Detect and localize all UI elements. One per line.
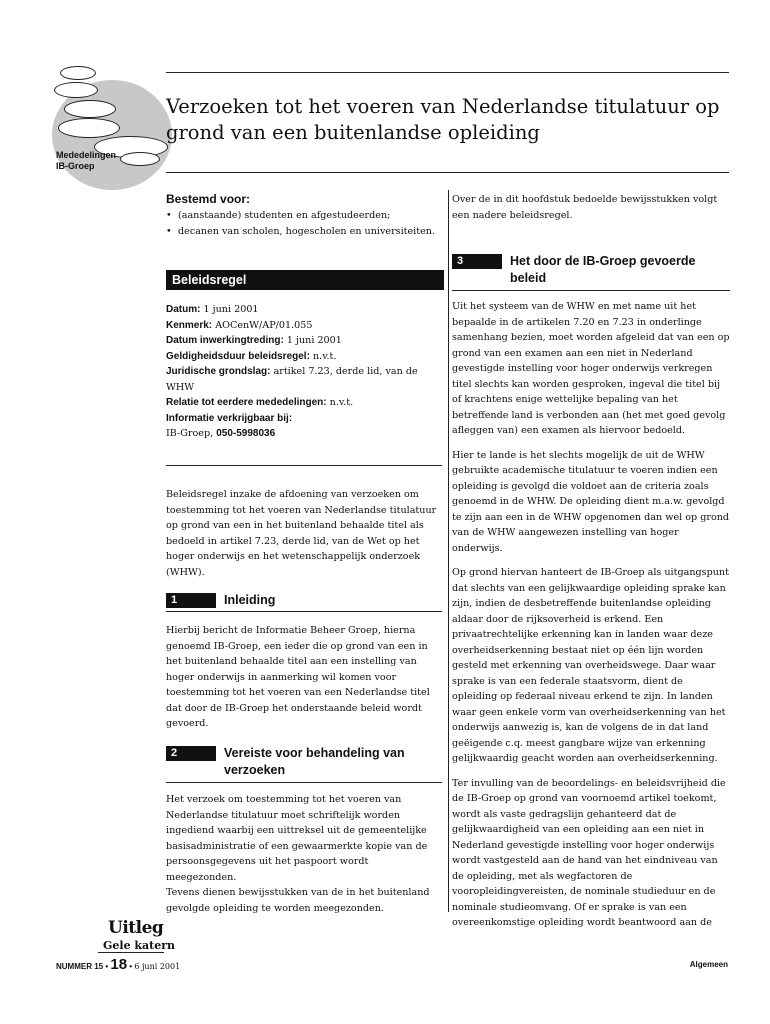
logo-ellipse: [120, 152, 160, 166]
meta-key: Geldigheidsduur beleidsregel:: [166, 350, 310, 362]
page-number: 18: [110, 956, 128, 973]
list-item: • decanen van scholen, hogescholen en universiteiten.: [166, 224, 441, 240]
section-2-paragraph: Het verzoek om toestemming tot het voeren van Nederlandse titulatuur moet schriftelijk worden ingediend waarbij een uittreksel uit de gemeentelijke basisadministratie of een gewaarmerkte kopie van de persoonsgegevens uit het paspoort wordt meegezonden.: [166, 794, 428, 883]
issue-separator: •: [127, 962, 135, 971]
footer-logo-rule: [98, 952, 164, 953]
issue-label: NUMMER 15 •: [56, 962, 111, 971]
meta-key: Informatie verkrijgbaar bij:: [166, 412, 293, 424]
footer-issue: [56, 956, 180, 973]
section-3-paragraph: Ter invulling van de beoordelings- en beleidsvrijheid die de IB-Groep op grond van voornoemd artikel toekomt, wordt als vaste gedragslijn gehanteerd dat de gelijkwaardigheid van een opleiding aan een niet in Nederland gevestigde instelling voor hoger onderwijs wordt vastgesteld aan de hand van het eindniveau van de opleiding, met als wegfactoren de vooropleidingvereisten, de nominale studieduur en de nominale studieomvang. Of er sprake is van een overeenkomstige opleiding wordt beantwoord aan de: [452, 777, 726, 928]
top-rule: [166, 72, 729, 73]
section-2-title: Vereiste voor behandeling van verzoeken: [224, 746, 405, 777]
meta-relatie: [166, 395, 441, 411]
meta-kenmerk: [166, 318, 441, 334]
meta-key: Relatie tot eerdere mededelingen:: [166, 397, 327, 408]
list-item: • (aanstaande) studenten en afgestudeerden;: [166, 208, 441, 224]
meta-contact: [166, 426, 441, 442]
footer-logo-title: Uitleg: [108, 918, 164, 938]
section-1-title: Inleiding: [224, 593, 276, 607]
contact-prefix: IB-Groep,: [166, 428, 217, 439]
brand-label: [56, 150, 116, 172]
section-3-paragraph: Hier te lande is het slechts mogelijk de uit de WHW gebruikte academische titulatuur te voeren indien een opleiding is gevolgd die voldoet aan de criteria zoals genoemd in de WHW. De opleiding dient m.a.w. gevolgd te zijn aan een in de WHW opgenomen dan wel op grond van de WHW aangewezen instelling van hoger onderwijs.: [452, 449, 730, 554]
meta-key: Datum:: [166, 304, 201, 315]
contact-phone: 050-5998036: [216, 428, 276, 439]
section-2-body: [166, 792, 441, 916]
beleidsregel-heading: Beleidsregel: [166, 270, 444, 290]
meta-key: Juridische grondslag:: [166, 366, 271, 377]
logo-ellipse: [60, 66, 96, 80]
brand-line-2: IB-Groep: [56, 161, 95, 171]
meta-block: [166, 302, 441, 442]
bestemd-heading: Bestemd voor:: [166, 192, 251, 206]
meta-value: n.v.t.: [326, 397, 354, 408]
meta-key: Datum inwerkingtreding:: [166, 335, 284, 346]
meta-value: n.v.t.: [309, 350, 337, 362]
section-3-title: Het door de IB-Groep gevoerde beleid: [510, 254, 696, 285]
logo-ellipse: [58, 118, 120, 138]
meta-datum: [166, 302, 441, 318]
section-1-body: Hierbij bericht de Informatie Beheer Groep, hierna genoemd IB-Groep, een ieder die op grond van een in het buitenland behaalde titel aan een instelling van hoger onderwijs in aanmerking wil komen voor toestemming tot het voeren van een Nederlandse titel dat door de IB-Groep het onderstaande beleid wordt gevoerd.: [166, 625, 430, 729]
section-2-paragraph: Tevens dienen bewijsstukken van de in het buitenland gevolgde opleiding te worden meegezonden.: [166, 887, 430, 914]
section-rule: [166, 465, 442, 466]
meta-grondslag: [166, 364, 441, 395]
meta-inwerkingtreding: [166, 333, 441, 349]
meta-geldigheidsduur: [166, 349, 441, 365]
section-3-body: [452, 299, 730, 931]
intro-paragraph: Beleidsregel inzake de afdoening van verzoeken om toestemming tot het voeren van Nederlandse titulatuur op grond van een in het buitenland behaalde titel als bedoeld in artikel 7.23, derde lid, van de Wet op het hoger onderwijs en het wetenschappelijk onderzoek (WHW).: [166, 489, 437, 578]
bestemd-list: [166, 208, 441, 239]
section-1-number: 1: [166, 593, 216, 608]
meta-informatie: [166, 411, 441, 427]
section-rule: [166, 611, 442, 612]
footer-section-label: Algemeen: [689, 960, 728, 969]
meta-value: AOCenW/AP/01.055: [212, 319, 313, 331]
issue-date: 6 juni 2001: [134, 962, 181, 971]
meta-value: artikel 7.23, derde lid, van de WHW: [166, 366, 418, 393]
section-3-number: 3: [452, 254, 502, 269]
brand-line-1: Mededelingen: [56, 150, 117, 160]
footer-logo-subtitle: Gele katern: [103, 939, 176, 952]
page-title: Verzoeken tot het voeren van Nederlandse titulatuur op grond van een buitenlandse opleiding: [166, 95, 720, 144]
section-2-number: 2: [166, 746, 216, 761]
meta-value: 1 juni 2001: [283, 335, 342, 346]
logo-ellipse: [64, 100, 116, 118]
meta-key: Kenmerk:: [166, 319, 213, 331]
title-rule: [166, 172, 729, 173]
meta-value: 1 juni 2001: [200, 304, 259, 315]
section-rule: [452, 290, 730, 291]
section-3-paragraph: Op grond hiervan hanteert de IB-Groep als uitgangspunt dat slechts van een gelijkwaardige opleiding sprake kan zijn, indien de desbetreffende buitenlandse opleiding aldaar door de rijksoverheid is erkend. Een privaatrechtelijke erkenning kan in landen waar deze overheidserkenning bestaat niet op één lijn worden gesteld met erkenning van overheidswege. Daar waar sprake is van een federale staatsvorm, dient de opleiding op federaal niveau erkend te zijn. In landen waar geen enkele vorm van overheidserkenning van het onderwijs aanwezig is, kan de volgens de in dat land geëigende c.q. meest gangbare wijze van erkenning gelijkwaardig geacht worden aan overheidserkenning.: [452, 567, 729, 764]
logo-ellipse: [54, 82, 98, 98]
bestemd-block: [166, 192, 441, 239]
section-3-paragraph: Uit het systeem van de WHW en met name uit het bepaalde in de artikelen 7.20 en 7.23 in onderlinge samenhang bezien, moet worden afgeleid dat van een op grond van een examen aan een niet in Nederland gevestigde instelling voor hoger onderwijs verkregen titel slechts kan worden gesproken, ingeval die titel bij of krachtens enige wettelijke bepaling van het betreffende land is verbonden aan (het met goed gevolg afleggen van) een examen als hiervoor bedoeld.: [452, 301, 730, 436]
section-rule: [166, 782, 442, 783]
right-intro-paragraph: Over de in dit hoofdstuk bedoelde bewijsstukken volgt een nadere beleidsregel.: [452, 194, 718, 221]
column-divider: [448, 190, 449, 912]
